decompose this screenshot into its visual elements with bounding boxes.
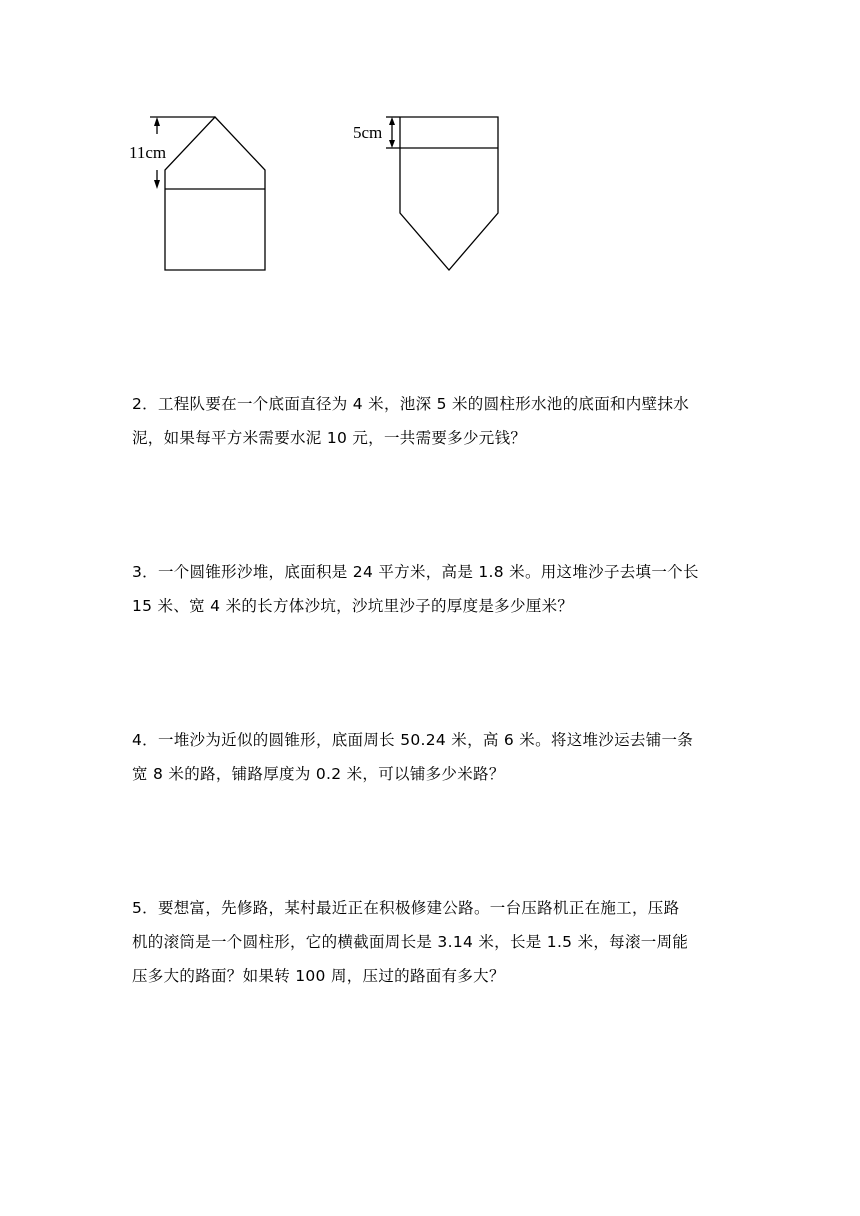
fig2-dimension-label: 5cm (353, 123, 383, 142)
problem-4-line-1: 4．一堆沙为近似的圆锥形，底面周长 50.24 米，高 6 米。将这堆沙运去铺一条 (132, 731, 694, 749)
problem-2 (132, 387, 732, 455)
fig1-dimension-label: 11cm (129, 143, 167, 162)
arrow-down-icon (154, 180, 160, 189)
problem-3 (132, 555, 732, 623)
problem-4 (132, 723, 732, 791)
problem-3-line-2: 15 米、宽 4 米的长方体沙坑，沙坑里沙子的厚度是多少厘米？ (132, 597, 574, 615)
problem-5-line-2: 机的滚筒是一个圆柱形，它的横截面周长是 3.14 米，长是 1.5 米，每滚一周能 (132, 933, 689, 951)
geometry-figures (0, 0, 860, 300)
arrow-down-icon (389, 140, 395, 148)
figure-house-shape (150, 117, 265, 270)
problem-2-line-1: 2．工程队要在一个底面直径为 4 米，池深 5 米的圆柱形水池的底面和内壁抹水 (132, 395, 689, 413)
problem-4-line-2: 宽 8 米的路，铺路厚度为 0.2 米，可以铺多少米路？ (132, 765, 505, 783)
problem-2-line-2: 泥，如果每平方米需要水泥 10 元，一共需要多少元钱？ (132, 429, 527, 447)
problem-5-line-1: 5．要想富，先修路，某村最近正在积极修建公路。一台压路机正在施工，压路 (132, 899, 680, 917)
problem-5-line-3: 压多大的路面？如果转 100 周，压过的路面有多大？ (132, 967, 505, 985)
problem-5 (132, 891, 732, 993)
arrow-up-icon (154, 117, 160, 126)
pointed-outline (400, 117, 498, 270)
problem-3-line-1: 3．一个圆锥形沙堆，底面积是 24 平方米，高是 1.8 米。用这堆沙子去填一个长 (132, 563, 699, 581)
arrow-up-icon (389, 117, 395, 125)
figure-pointed-shape (386, 117, 498, 270)
house-outline (165, 117, 265, 270)
